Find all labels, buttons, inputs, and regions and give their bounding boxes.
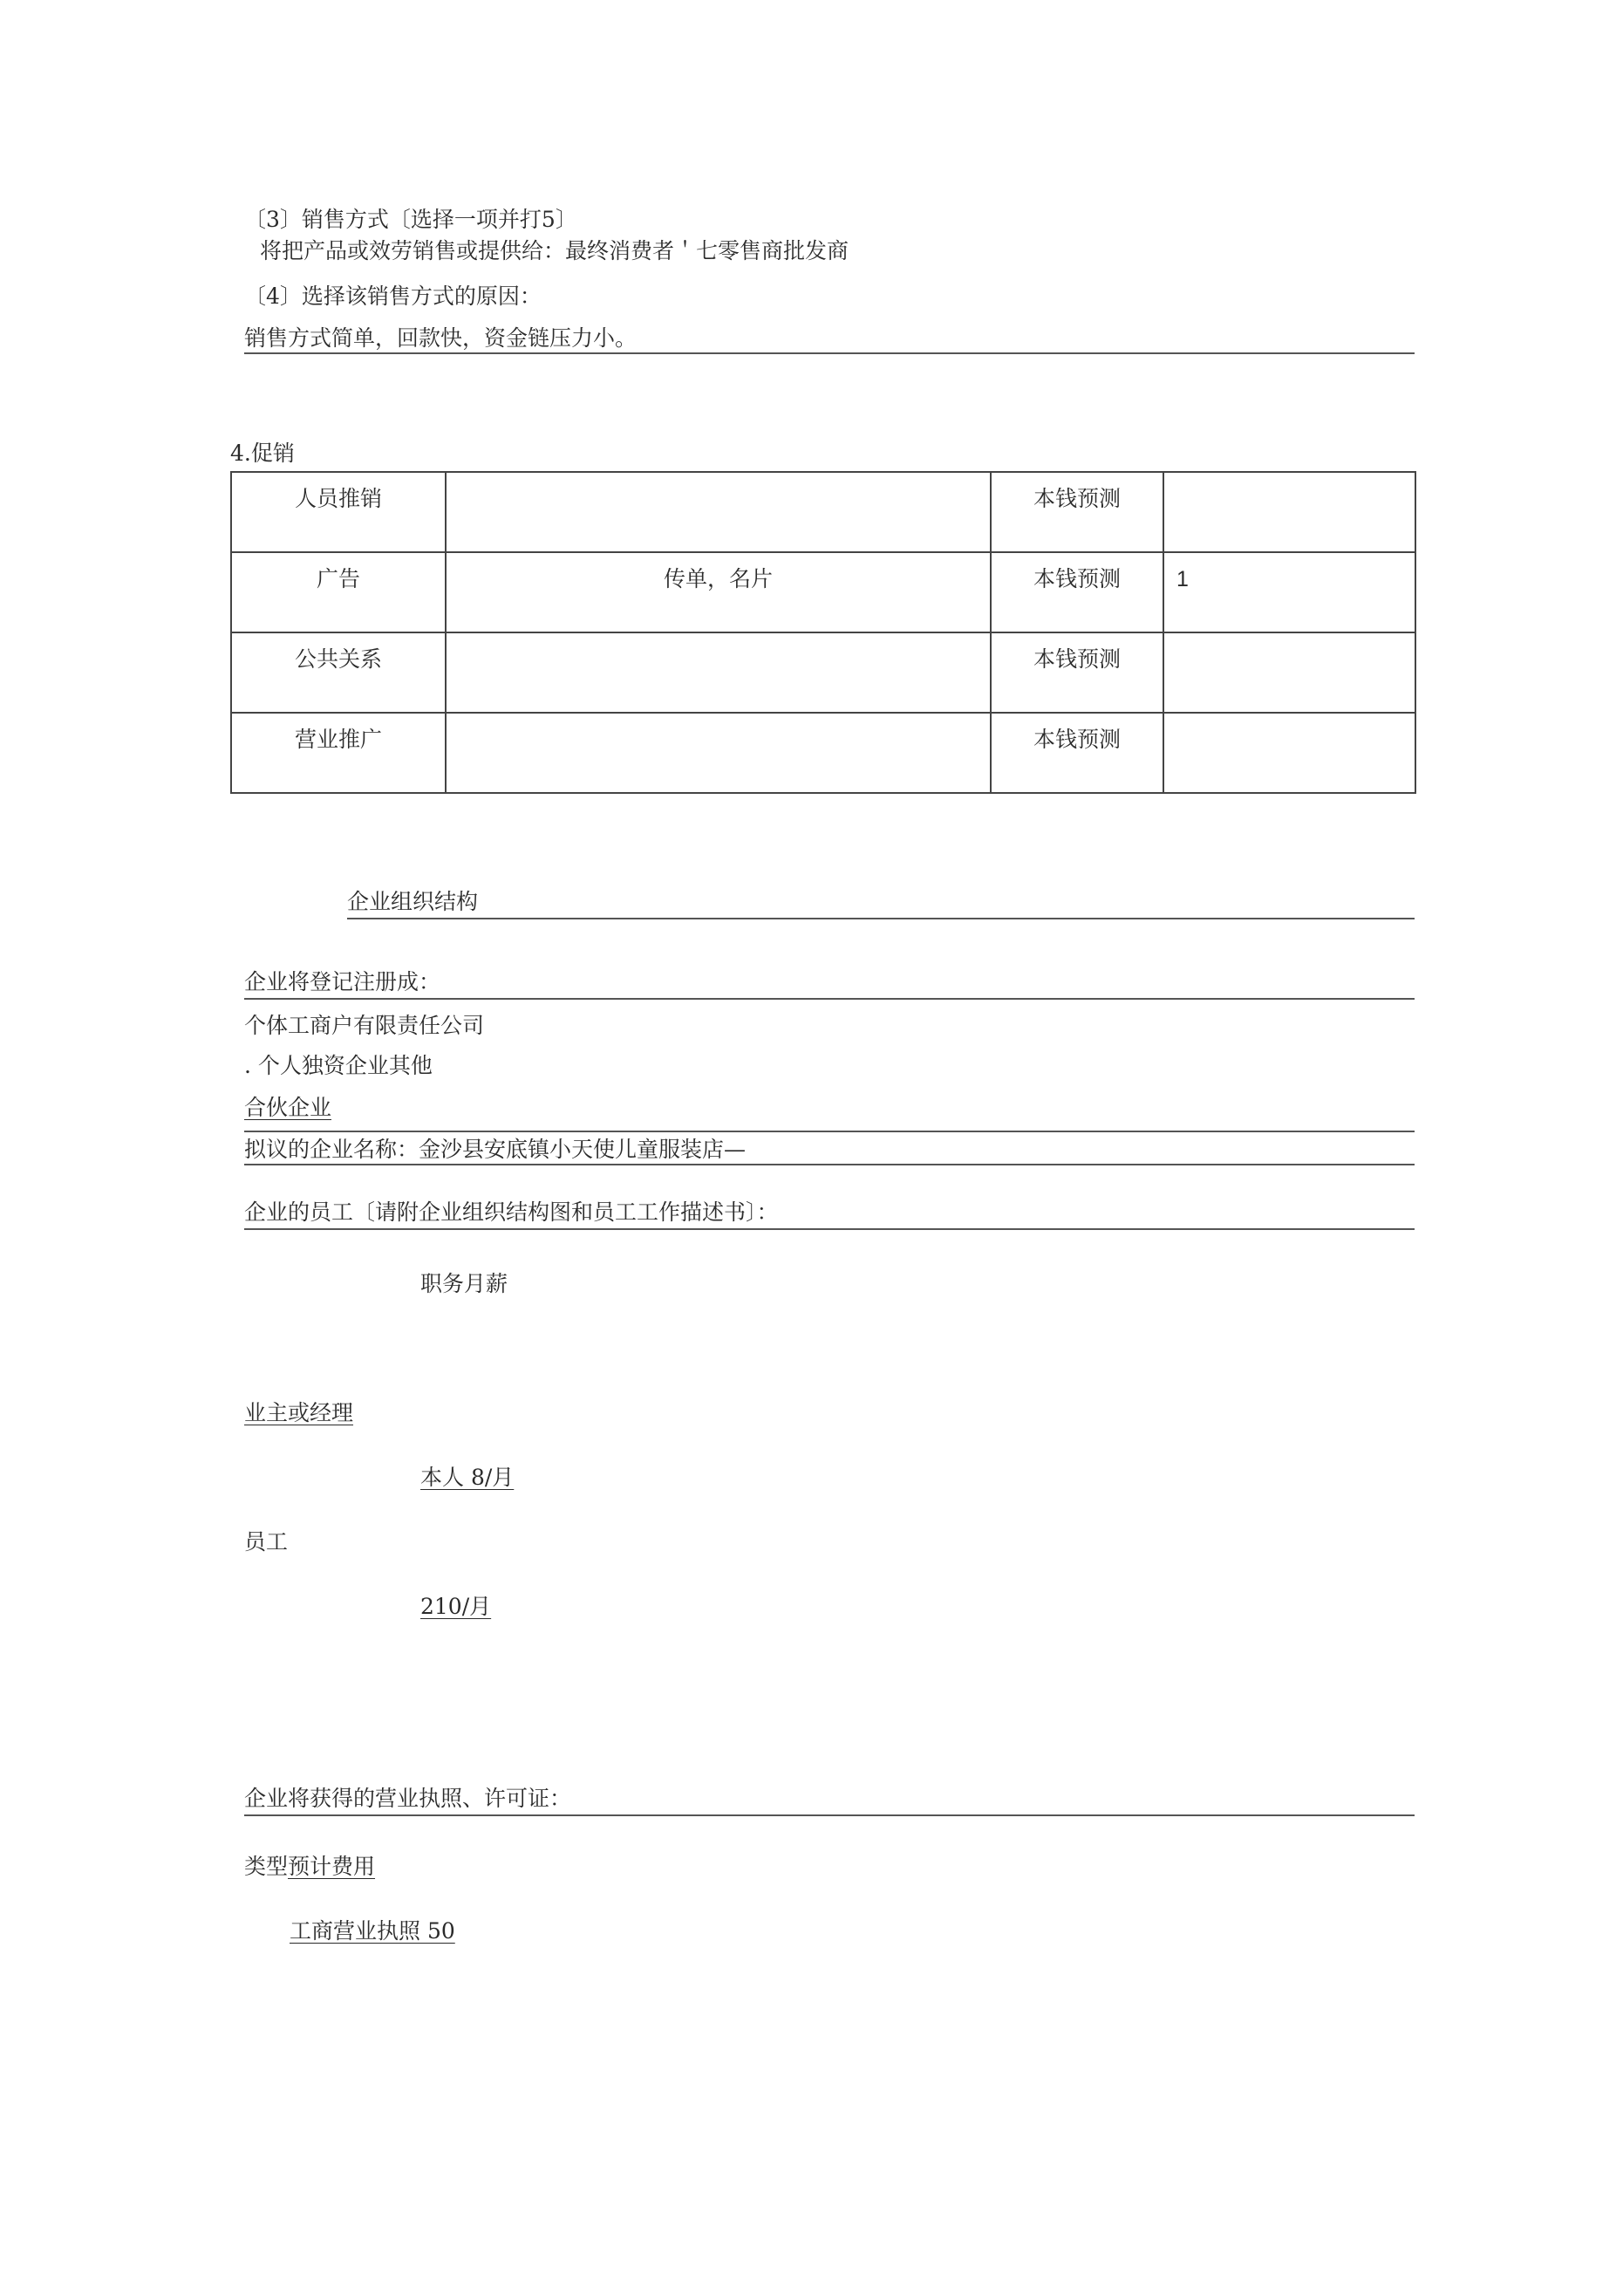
options-underline bbox=[244, 1131, 1415, 1132]
entity-options-1: 个体工商户有限责任公司 bbox=[244, 1013, 485, 1038]
license-item: 工商营业执照 50 bbox=[290, 1918, 455, 1944]
table-row bbox=[231, 632, 1415, 713]
employee-label: 员工 bbox=[244, 1529, 289, 1555]
license-type-label: 类型 bbox=[244, 1854, 289, 1879]
register-label: 企业将登记注册成： bbox=[244, 969, 441, 994]
promotion-item: 营业推广 bbox=[231, 713, 446, 793]
entity-options-3: 合伙企业 bbox=[244, 1095, 332, 1120]
company-name-underline bbox=[244, 1164, 1415, 1165]
license-label: 企业将获得的营业执照、许可证： bbox=[244, 1786, 572, 1811]
owner-salary: 本人 8/月 bbox=[420, 1465, 515, 1490]
sales-reason-answer: 销售方式简单，回款快，资金链压力小。 bbox=[244, 325, 638, 351]
cost-value: 1 bbox=[1163, 552, 1415, 632]
owner-label: 业主或经理 bbox=[244, 1400, 354, 1425]
cost-label: 本钱预测 bbox=[991, 632, 1163, 713]
promotion-table bbox=[230, 471, 1416, 794]
employee-salary: 210/月 bbox=[420, 1594, 492, 1619]
org-heading-underline bbox=[347, 918, 1415, 919]
answer-underline bbox=[244, 352, 1415, 354]
org-heading: 企业组织结构 bbox=[347, 889, 479, 914]
promotion-heading: 4.促销 bbox=[230, 441, 295, 466]
sales-reason-question: 〔4〕选择该销售方式的原因： bbox=[244, 284, 542, 309]
promotion-item: 公共关系 bbox=[231, 632, 446, 713]
company-name-line: 拟议的企业名称：金沙县安底镇小天使儿童服装店— bbox=[244, 1137, 747, 1162]
promotion-detail: 传单，名片 bbox=[446, 552, 991, 632]
cost-value bbox=[1163, 713, 1415, 793]
promotion-detail bbox=[446, 713, 991, 793]
table-row bbox=[231, 472, 1415, 552]
cost-value bbox=[1163, 472, 1415, 552]
register-underline bbox=[244, 998, 1415, 1000]
promotion-detail bbox=[446, 472, 991, 552]
cost-value bbox=[1163, 632, 1415, 713]
sales-method-options: 将把产品或效劳销售或提供给：最终消费者＇七零售商批发商 bbox=[260, 238, 849, 263]
sales-method-question: 〔3〕销售方式〔选择一项并打5〕 bbox=[244, 207, 577, 232]
table-row bbox=[231, 713, 1415, 793]
staff-underline bbox=[244, 1228, 1415, 1230]
license-header bbox=[244, 1853, 375, 1881]
cost-label: 本钱预测 bbox=[991, 472, 1163, 552]
entity-options-2: . 个人独资企业其他 bbox=[244, 1053, 433, 1078]
cost-label: 本钱预测 bbox=[991, 713, 1163, 793]
promotion-detail bbox=[446, 632, 991, 713]
license-cost-label: 预计费用 bbox=[288, 1854, 376, 1879]
license-underline bbox=[244, 1814, 1415, 1816]
promotion-item: 广告 bbox=[231, 552, 446, 632]
table-row bbox=[231, 552, 1415, 632]
salary-column-header: 职务月薪 bbox=[420, 1271, 508, 1296]
promotion-item: 人员推销 bbox=[231, 472, 446, 552]
cost-label: 本钱预测 bbox=[991, 552, 1163, 632]
staff-label: 企业的员工〔请附企业组织结构图和员工工作描述书〕： bbox=[244, 1199, 779, 1225]
